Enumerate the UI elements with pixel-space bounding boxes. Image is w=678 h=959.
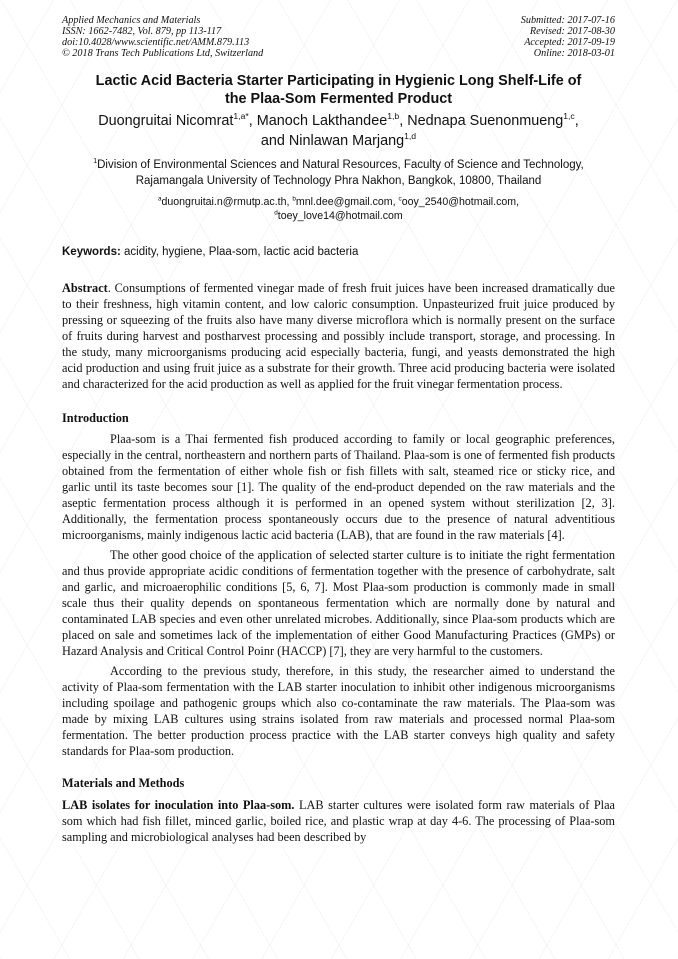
affiliation	[62, 157, 615, 189]
journal-issn: ISSN: 1662-7482, Vol. 879, pp 113-117	[62, 26, 222, 37]
author-sup: 1,d	[404, 131, 417, 142]
separator: ,	[248, 113, 257, 129]
abstract-text: . Consumptions of fermented vinegar made of fresh fruit juices have been increased dramatically due to their freshness, high vitamin content, and low caloric consumption. Unpasteurized fruit juice produced by pressing or squeezing of the fruits also have many diverse microflora which is normally present on the surface of fruits during harvest and postharvest processing and possibly include transport, storage, and processing. In the study, many microorganisms producing acid especially bacteria, fungi, and yeasts demonstrated the high acid production and using fruit juice as a substrate for their growth. Three acid producing bacteria were isolated and characterized for the acid production as well as applied for the fruit vinegar fermentation process.	[62, 281, 615, 391]
affiliation-sup: 1	[93, 158, 98, 166]
keywords-label: Keywords:	[62, 246, 121, 258]
journal-copyright: © 2018 Trans Tech Publications Ltd, Switzerland	[62, 48, 264, 59]
paper-page	[62, 15, 615, 845]
author-name: Manoch Lakthandee	[256, 113, 388, 129]
affiliation-line-1	[62, 157, 615, 173]
author-name: Nednapa Suenonmueng	[407, 113, 564, 129]
keywords	[62, 245, 615, 259]
methods-subheading: LAB isolates for inoculation into Plaa-som.	[62, 798, 295, 812]
author-sup: 1,a*	[233, 111, 249, 122]
email-line-2	[62, 209, 615, 223]
intro-paragraph: According to the previous study, therefore, in this study, the researcher aimed to understand the activity of Plaa-som fermentation with the LAB starter inoculation to inhibit other indigenous microorganisms including spoilage and pathogenic groups which also co-contaminate the raw materials. The Plaa-som was made by mixing LAB cultures using strains isolated from raw materials and processed normal Plaa-som fermentation. The better production process practice with the LAB starter conveys high quality and safety standards for Plaa-som production.	[62, 664, 615, 758]
abstract-label: Abstract	[62, 281, 108, 295]
author-name: and Ninlawan Marjang	[260, 133, 405, 149]
affiliation-line-2: Rajamangala University of Technology Phra Nakhon, Bangkok, 10800, Thailand	[135, 175, 542, 187]
email-link[interactable]: ooy_2540@hotmail.com,	[401, 196, 520, 208]
separator: ,	[399, 113, 408, 129]
journal-info	[62, 15, 263, 59]
title-line-1: Lactic Acid Bacteria Starter Participating in Hygienic Long Shelf-Life of	[95, 73, 582, 89]
author-name: Duongruitai Nicomrat	[98, 113, 234, 129]
email-sup: c	[398, 195, 402, 203]
author-list	[62, 111, 615, 151]
email-line-1	[62, 195, 615, 209]
author-emails	[62, 195, 615, 223]
publication-dates	[521, 15, 615, 59]
paper-title	[62, 72, 615, 108]
email-sup: b	[292, 195, 296, 203]
keywords-text: acidity, hygiene, Plaa-som, lactic acid bacteria	[120, 246, 359, 258]
author-line-1	[62, 111, 615, 131]
separator: ,	[574, 113, 579, 129]
email-link[interactable]: duongruitai.n@rmutp.ac.th,	[161, 196, 293, 208]
introduction-heading: Introduction	[62, 411, 129, 425]
email-sup: d	[274, 209, 278, 217]
author-sup: 1,b	[387, 111, 400, 122]
title-line-2: the Plaa-Som Fermented Product	[224, 91, 453, 107]
date-submitted: Submitted: 2017-07-16	[520, 15, 615, 26]
journal-header	[62, 15, 615, 59]
author-sup: 1,c	[563, 111, 575, 122]
author-line-2	[62, 131, 615, 151]
email-link[interactable]: mnl.dee@gmail.com,	[295, 196, 399, 208]
journal-doi: doi:10.4028/www.scientific.net/AMM.879.113	[62, 37, 250, 48]
intro-paragraph: The other good choice of the application of selected starter culture is to initiate the right fermentation and thus provide appropriate acidic conditions of fermentation together with the presence of carbohydrate, salt and garlic, and microaerophilic conditions [5, 6, 7]. Most Plaa-som production is commonly made in small scale thus their quality depends on spontaneous fermentation which are normally done by natural and contaminated LAB species and even other unrelated microbes. Additionally, since Plaa-som products which are placed on sale and sometimes lack of the implementation of either Good Manufacturing Practices (GMPs) or Hazard Analysis and Critical Control Poinr (HACCP) [7], they are very harmful to the customers.	[62, 548, 615, 658]
date-revised: Revised: 2017-08-30	[529, 26, 615, 37]
email-sup: a	[157, 195, 162, 203]
email-link[interactable]: toey_love14@hotmail.com	[277, 210, 403, 222]
abstract	[62, 280, 615, 392]
intro-paragraph: Plaa-som is a Thai fermented fish produced according to family or local geographic preferences, especially in the central, northeastern and northern parts of Thailand. Plaa-som is one of fermented fish products obtained from the fermentation of either whole fish or fish fillets with salt, steamed rice or sticky rice, and garlic until its taste becomes sour [1]. The quality of the end-product depended on the raw materials and the aseptic fermentation process although it is performed in an opened system without sterilization [2, 3]. Additionally, the fermentation process spontaneously occurs due to the presence of natural adventitious microorganisms, mainly indigenous lactic acid bacteria (LAB), that are found in the raw materials [4].	[62, 432, 615, 542]
methods-heading: Materials and Methods	[62, 776, 185, 790]
affiliation-text: Division of Environmental Sciences and Natural Resources, Faculty of Science and Technology,	[97, 159, 584, 171]
date-accepted: Accepted: 2017-09-19	[524, 37, 615, 48]
journal-name: Applied Mechanics and Materials	[62, 15, 201, 26]
date-online: Online: 2018-03-01	[533, 48, 615, 59]
methods-paragraph	[62, 797, 615, 845]
methods-text: LAB starter cultures were isolated form raw materials of Plaa som which had fish fillet, minced garlic, boiled rice, and plastic wrap at day 4-6. The processing of Plaa-som sampling and microbiological analyses had been described by	[62, 798, 615, 844]
